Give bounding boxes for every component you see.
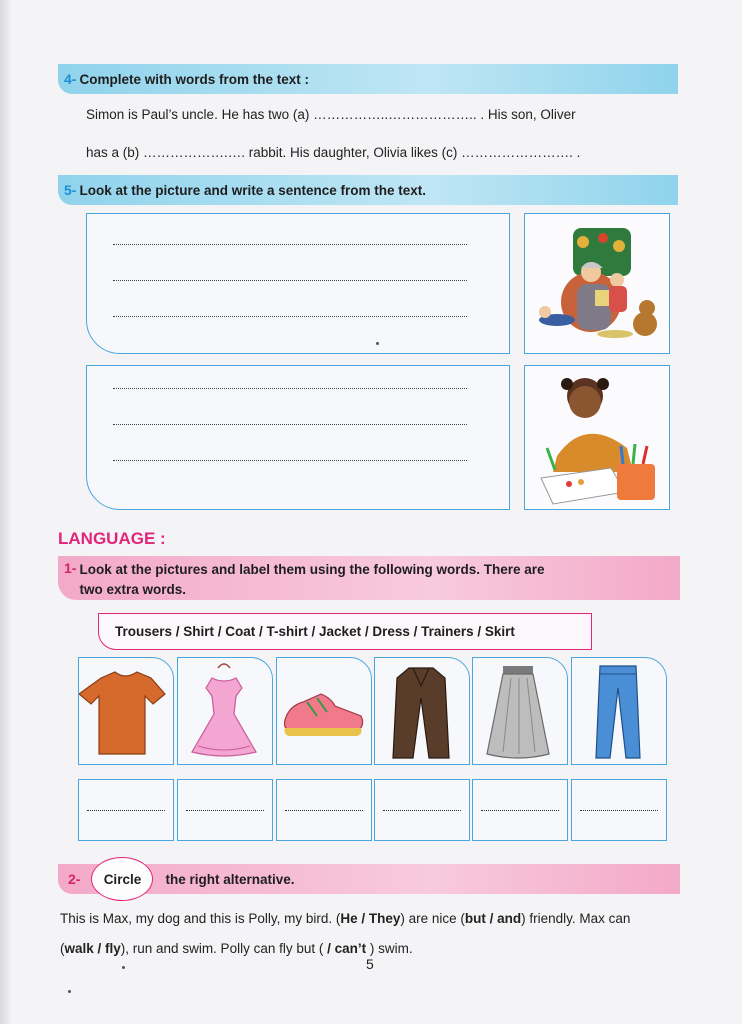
choice-can-cant[interactable]: / can’t <box>327 941 367 956</box>
skirt-icon <box>473 658 566 763</box>
word-bank <box>98 613 592 650</box>
exercise-4-line-1: Simon is Paul’s uncle. He has two (a) ……………..……………….. . His son, Oliver <box>86 107 576 122</box>
writing-line[interactable] <box>113 460 467 461</box>
page-number: 5 <box>366 956 374 972</box>
trousers-icon <box>572 658 665 763</box>
answer-dots[interactable] <box>481 810 559 811</box>
writing-line[interactable] <box>113 388 467 389</box>
answer-dots[interactable] <box>383 810 461 811</box>
tshirt-icon <box>79 658 172 763</box>
label-answer-box[interactable] <box>276 779 372 841</box>
girl-drawing-illustration <box>525 366 668 508</box>
picture-skirt <box>472 657 568 765</box>
circle-word-badge: Circle <box>91 857 153 901</box>
label-answer-box[interactable] <box>78 779 174 841</box>
label-answer-box[interactable] <box>177 779 273 841</box>
sentence-box-1[interactable] <box>86 213 510 354</box>
exercise-4-number: 4- <box>64 71 77 87</box>
picture-girl-drawing <box>524 365 670 510</box>
language-exercise-2-number: 2- <box>68 871 81 887</box>
language-exercise-2-instruction: the right alternative. <box>165 871 295 887</box>
picture-dress <box>177 657 273 765</box>
language-exercise-2-header <box>58 864 680 894</box>
choice-but-and[interactable]: but / and <box>464 911 522 926</box>
exercise-4-header <box>58 64 678 94</box>
picture-family-reading <box>524 213 670 354</box>
label-answer-box[interactable] <box>571 779 667 841</box>
scan-speck <box>68 990 71 993</box>
sentence-box-2[interactable] <box>86 365 510 510</box>
language-exercise-2-line-2: (walk / fly), run and swim. Polly can fly but ( / can’t ) swim. <box>60 941 413 956</box>
answer-dots[interactable] <box>580 810 658 811</box>
language-exercise-1-header <box>58 556 680 600</box>
scan-speck <box>122 966 125 969</box>
choice-walk-fly[interactable]: walk / fly <box>64 941 121 956</box>
writing-line[interactable] <box>113 244 467 245</box>
page-edge-shadow <box>0 0 12 1024</box>
answer-dots[interactable] <box>186 810 264 811</box>
picture-coat <box>374 657 470 765</box>
exercise-5-instruction: Look at the picture and write a sentence from the text. <box>79 182 427 198</box>
exercise-4-line-2: has a (b) ……………….…. rabbit. His daughter, Olivia likes (c) ……………………. . <box>86 145 581 160</box>
picture-trousers <box>571 657 667 765</box>
writing-line[interactable] <box>113 316 467 317</box>
exercise-5-number: 5- <box>64 182 77 198</box>
writing-line[interactable] <box>113 280 467 281</box>
picture-tshirt <box>78 657 174 765</box>
family-reading-illustration <box>525 214 668 352</box>
word-bank-text: Trousers / Shirt / Coat / T-shirt / Jacket / Dress / Trainers / Skirt <box>115 624 515 639</box>
picture-trainers <box>276 657 372 765</box>
exercise-5-header <box>58 175 678 205</box>
dress-icon <box>178 658 271 763</box>
writing-line[interactable] <box>113 424 467 425</box>
coat-icon <box>375 658 468 763</box>
label-answer-box[interactable] <box>374 779 470 841</box>
language-exercise-2-line-1: This is Max, my dog and this is Polly, my bird. (He / They) are nice (but / and) friendly. Max can <box>60 911 631 926</box>
language-exercise-1-instruction: Look at the pictures and label them using the following words. There are two extra words. <box>79 562 545 597</box>
scan-speck <box>376 342 379 345</box>
answer-dots[interactable] <box>285 810 363 811</box>
label-answer-box[interactable] <box>472 779 568 841</box>
choice-he-they[interactable]: He / They <box>340 911 401 926</box>
exercise-4-instruction: Complete with words from the text : <box>79 71 309 87</box>
trainers-icon <box>277 658 370 763</box>
section-title-language: LANGUAGE : <box>58 529 166 548</box>
language-exercise-1-number: 1- <box>64 560 77 576</box>
answer-dots[interactable] <box>87 810 165 811</box>
